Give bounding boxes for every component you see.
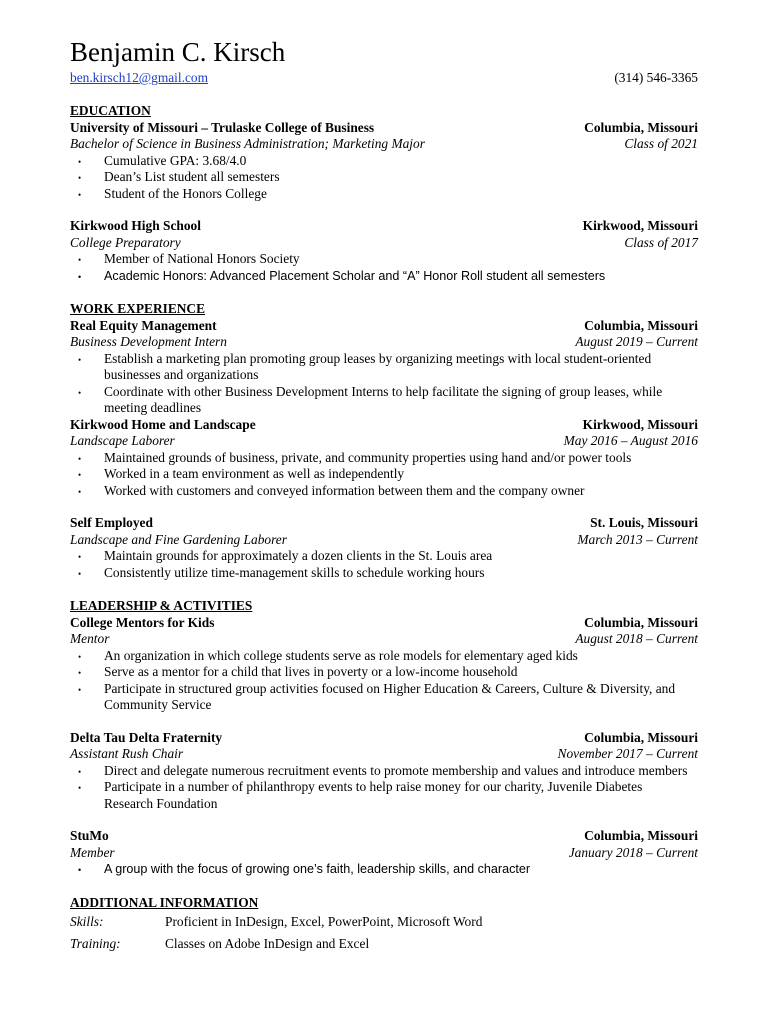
section-title-leadership: LEADERSHIP & ACTIVITIES: [70, 598, 253, 613]
role-title: Member: [70, 844, 115, 860]
date-range: January 2018 – Current: [568, 844, 698, 860]
org-location: Columbia, Missouri: [584, 614, 698, 630]
degree: Bachelor of Science in Business Administration; Marketing Major: [70, 136, 425, 151]
list-item: • Establish a marketing plan promoting group leases by organizing meetings with local student-oriented businesses and organizations: [104, 351, 698, 384]
section-title-additional: ADDITIONAL INFORMATION: [70, 894, 259, 910]
bullet-list: [70, 153, 698, 203]
list-item: • Cumulative GPA: 3.68/4.0: [104, 153, 698, 170]
leadership-section: [70, 598, 698, 878]
list-item: • An organization in which college students serve as role models for elementary aged kids: [104, 648, 698, 665]
date-range: March 2013 – Current: [577, 531, 698, 547]
job-title: Business Development Intern: [70, 334, 227, 349]
bullet-list: [70, 251, 698, 284]
date-range: Class of 2021: [624, 136, 698, 151]
list-item: • Coordinate with other Business Development Interns to help facilitate the signing of group leases, while meeting deadlines: [104, 384, 698, 417]
training-label: Training:: [70, 936, 121, 951]
org-location: Columbia, Missouri: [584, 828, 698, 843]
org-name: Delta Tau Delta Fraternity: [70, 729, 223, 745]
list-item: • Direct and delegate numerous recruitment events to promote membership and values and introduce members: [104, 763, 698, 780]
list-item: • Participate in structured group activities focused on Higher Education & Careers, Culture & Diversity, and Community Service: [104, 681, 698, 714]
date-range: Class of 2017: [624, 234, 698, 250]
skills-label: Skills:: [70, 914, 104, 929]
date-range: November 2017 – Current: [557, 746, 698, 761]
list-item: • A group with the focus of growing one’s faith, leadership skills, and character: [104, 861, 698, 878]
org-location: St. Louis, Missouri: [590, 515, 698, 530]
work-entry-self-employed: [70, 515, 698, 581]
role-title: Assistant Rush Chair: [70, 746, 184, 761]
job-title: Landscape and Fine Gardening Laborer: [70, 531, 287, 547]
leadership-entry-college-mentors: [70, 615, 698, 714]
section-title-work: WORK EXPERIENCE: [70, 301, 206, 316]
bullet-list: [70, 648, 698, 714]
bullet-list: [70, 763, 698, 813]
program: College Preparatory: [70, 234, 181, 250]
work-section: [70, 301, 698, 581]
list-item: • Worked in a team environment as well as independently: [104, 466, 698, 483]
list-item: • Academic Honors: Advanced Placement Scholar and “A” Honor Roll student all semesters: [104, 268, 698, 285]
org-name: College Mentors for Kids: [70, 614, 215, 630]
list-item: • Dean’s List student all semesters: [104, 169, 698, 186]
org-location: Columbia, Missouri: [584, 317, 698, 333]
org-name: Self Employed: [70, 515, 153, 530]
org-location: Kirkwood, Missouri: [582, 416, 698, 432]
org-location: Columbia, Missouri: [584, 119, 698, 135]
leadership-entry-delta-tau-delta: [70, 730, 698, 813]
work-entry-kirkwood-home: [70, 417, 698, 500]
email-link[interactable]: ben.kirsch12@gmail.com: [70, 70, 209, 85]
list-item: • Maintained grounds of business, private, and community properties using hand and/or power tools: [104, 450, 698, 467]
list-item: • Maintain grounds for approximately a dozen clients in the St. Louis area: [104, 548, 698, 565]
section-title-education: EDUCATION: [70, 103, 151, 118]
org-name: University of Missouri – Trulaske College of Business: [70, 119, 375, 135]
job-title: Landscape Laborer: [70, 433, 175, 448]
org-name: Real Equity Management: [70, 317, 217, 333]
role-title: Mentor: [70, 631, 110, 646]
list-item: • Consistently utilize time-management skills to schedule working hours: [104, 565, 698, 582]
work-entry-real-equity: [70, 318, 698, 417]
org-name: Kirkwood Home and Landscape: [70, 416, 256, 432]
date-range: May 2016 – August 2016: [563, 433, 698, 448]
list-item: • Serve as a mentor for a child that lives in poverty or a low-income household: [104, 664, 698, 681]
list-item: • Member of National Honors Society: [104, 251, 698, 268]
phone-number: (314) 546-3365: [614, 70, 698, 85]
date-range: August 2019 – Current: [575, 334, 698, 349]
education-entry-highschool: [70, 218, 698, 284]
training-value: Classes on Adobe InDesign and Excel: [165, 936, 370, 951]
date-range: August 2018 – Current: [575, 631, 698, 646]
list-item: • Participate in a number of philanthropy events to help raise money for our charity, Juvenile Diabetes Research Foundation: [104, 779, 698, 812]
education-section: [70, 103, 698, 284]
leadership-entry-stumo: [70, 828, 698, 878]
bullet-list: [70, 450, 698, 500]
training-row: [70, 933, 698, 955]
bullet-list: [70, 861, 698, 878]
org-name: StuMo: [70, 828, 109, 843]
education-entry-university: [70, 120, 698, 203]
candidate-name: Benjamin C. Kirsch: [70, 37, 286, 67]
org-name: Kirkwood High School: [70, 218, 201, 233]
bullet-list: [70, 351, 698, 417]
contact-row: [70, 69, 698, 86]
bullet-list: [70, 548, 698, 581]
org-location: Columbia, Missouri: [584, 729, 698, 745]
org-location: Kirkwood, Missouri: [582, 218, 698, 233]
list-item: • Worked with customers and conveyed information between them and the company owner: [104, 483, 698, 500]
list-item: • Student of the Honors College: [104, 186, 698, 203]
additional-section: [70, 895, 698, 956]
skills-value: Proficient in InDesign, Excel, PowerPoint, Microsoft Word: [165, 914, 483, 929]
skills-row: [70, 911, 698, 933]
